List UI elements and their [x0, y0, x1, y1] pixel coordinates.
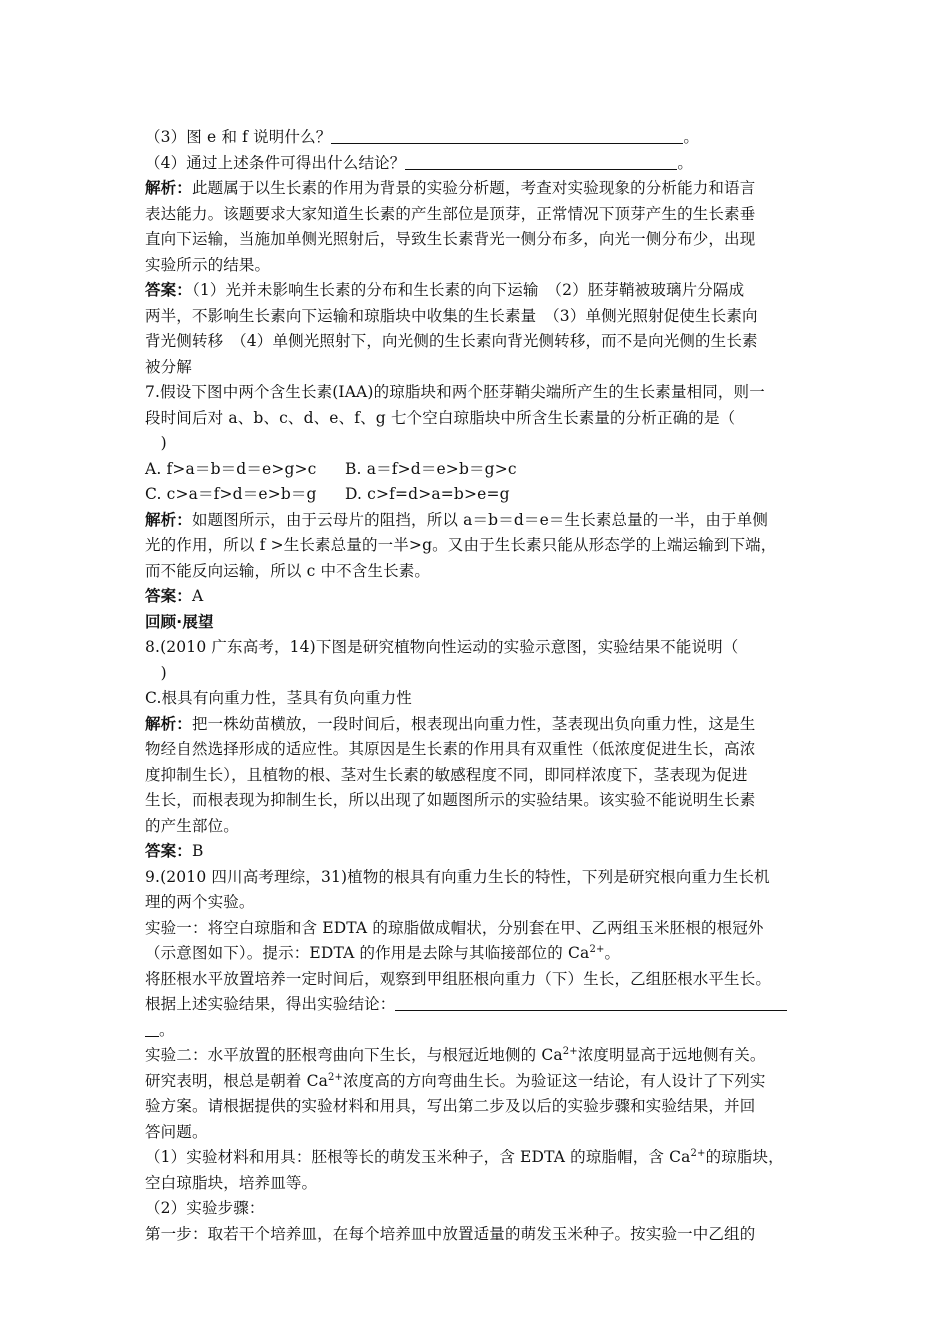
- answer-blank-3[interactable]: [331, 127, 683, 144]
- answer-label: 答案：: [145, 587, 192, 605]
- question-9-line: 9.(2010 四川高考理综，31)植物的根具有向重力生长的特性，下列是研究根向重力生长机: [145, 867, 770, 886]
- analysis-line: 度抑制生长），且植物的根、茎对生长素的敏感程度不同，即同样浓度下，茎表现为促进: [145, 765, 748, 784]
- question-8-option: C.根具有向重力性，茎具有负向重力性: [145, 689, 412, 707]
- answer-line: 被分解: [145, 357, 192, 376]
- question-8-line: 8.(2010 广东高考，14)下图是研究植物向性运动的实验示意图，实验结果不能说明（: [145, 638, 739, 656]
- question-4-line: （4）通过上述条件可得出什么结论？ 。: [145, 153, 694, 172]
- analysis-line: 光的作用，所以 f >生长素总量的一半>g。又由于生长素只能从形态学的上端运输到下端，: [145, 536, 777, 554]
- conclusion-blank-continued[interactable]: [145, 1020, 159, 1037]
- question-7-line: ): [145, 434, 167, 452]
- experiment-2-line: 验方案。请根据提供的实验材料和用具，写出第二步及以后的实验步骤和实验结果，并回: [145, 1097, 756, 1115]
- experiment-2-line: 答问题。: [145, 1122, 208, 1141]
- step-line: 第一步：取若干个培养皿，在每个培养皿中放置适量的萌发玉米种子。按实验一中乙组的: [145, 1224, 756, 1243]
- question-3-line: （3）图 e 和 f 说明什么？ 。: [145, 128, 700, 146]
- analysis-label: 解析：: [145, 179, 192, 197]
- answer-line: 答案：A: [145, 587, 204, 605]
- options-row: [145, 457, 813, 483]
- option-b[interactable]: B. a＝f>d＝e>b＝g>c: [345, 459, 517, 478]
- question-7-line: 段时间后对 a、b、c、d、e、f、g 七个空白琼脂块中所含生长素量的分析正确的是（: [145, 408, 736, 427]
- answer-line: 答案：（1）光并未影响生长素的分布和生长素的向下运输 （2）胚芽鞘被玻璃片分隔成: [145, 281, 745, 299]
- option-a[interactable]: A. f>a＝b＝d＝e>g>c: [145, 459, 317, 478]
- document-page: [145, 125, 813, 1247]
- analysis-line: 解析：把一株幼苗横放，一段时间后，根表现出向重力性，茎表现出负向重力性，这是生: [145, 714, 756, 733]
- materials-line: （1）实验材料和用具：胚根等长的萌发玉米种子，含 EDTA 的琼脂帽，含 $Ca^{2+}$的琼脂块，: [145, 1147, 784, 1166]
- question-4-text: （4）通过上述条件可得出什么结论？: [145, 153, 406, 172]
- analysis-line: 解析：此题属于以生长素的作用为背景的实验分析题，考查对实验现象的分析能力和语言: [145, 179, 756, 197]
- question-8-line: ): [145, 663, 167, 682]
- answer-label: 答案：: [145, 281, 192, 299]
- experiment-1-line: 。: [145, 1018, 813, 1044]
- question-3-text: （3）图 e 和 f 说明什么？: [145, 128, 332, 146]
- experiment-1-line: 将胚根水平放置培养一定时间后，观察到甲组胚根向重力（下）生长，乙组胚根水平生长。: [145, 969, 772, 988]
- analysis-line: 的产生部位。: [145, 816, 239, 835]
- steps-title: （2）实验步骤：: [145, 1199, 265, 1217]
- experiment-2-line: 实验二：水平放置的胚根弯曲向下生长，与根冠近地侧的 $Ca^{2+}$浓度明显高于远地侧有关。: [145, 1045, 766, 1064]
- analysis-line: 实验所示的结果。: [145, 255, 271, 274]
- analysis-line: 物经自然选择形成的适应性。其原因是生长素的作用具有双重性（低浓度促进生长，高浓: [145, 740, 756, 758]
- analysis-line: 而不能反向运输，所以 c 中不含生长素。: [145, 561, 431, 580]
- answer-line: 答案：B: [145, 842, 204, 860]
- option-c[interactable]: C. c>a＝f>d＝e>b＝g: [145, 485, 317, 503]
- section-heading: 回顾·展望: [145, 612, 214, 631]
- answer-line: 两半，不影响生长素向下运输和琼脂块中收集的生长素量 （3）单侧光照射促使生长素向: [145, 306, 758, 325]
- answer-label: 答案：: [145, 842, 192, 860]
- options-row: [145, 482, 813, 508]
- analysis-line: 直向下运输，当施加单侧光照射后，导致生长素背光一侧分布多，向光一侧分布少，出现: [145, 230, 756, 248]
- experiment-1-line: （示意图如下）。提示：EDTA 的作用是去除与其临接部位的 $Ca^{2+}$。: [145, 943, 621, 962]
- analysis-label: 解析：: [145, 714, 192, 733]
- experiment-1-line: 实验一：将空白琼脂和含 EDTA 的琼脂做成帽状，分别套在甲、乙两组玉米胚根的根冠外: [145, 918, 764, 937]
- analysis-line: 表达能力。该题要求大家知道生长素的产生部位是顶芽，正常情况下顶芽产生的生长素垂: [145, 204, 756, 223]
- option-d[interactable]: D. c>f=d>a=b>e=g: [345, 485, 510, 503]
- experiment-2-line: 研究表明，根总是朝着 $Ca^{2+}$浓度高的方向弯曲生长。为验证这一结论，有人设计了下列实: [145, 1071, 766, 1090]
- answer-blank-4[interactable]: [405, 153, 677, 170]
- experiment-1-line: 根据上述实验结果，得出实验结论：: [145, 992, 813, 1018]
- analysis-line: 解析：如题图所示，由于云母片的阻挡，所以 a＝b＝d＝e＝生长素总量的一半，由于单侧: [145, 510, 768, 529]
- materials-line: 空白琼脂块，培养皿等。: [145, 1173, 318, 1192]
- question-9-line: 理的两个实验。: [145, 893, 255, 911]
- conclusion-blank[interactable]: [395, 994, 787, 1011]
- analysis-line: 生长，而根表现为抑制生长，所以出现了如题图所示的实验结果。该实验不能说明生长素: [145, 791, 756, 809]
- question-7-line: 7.假设下图中两个含生长素(IAA)的琼脂块和两个胚芽鞘尖端所产生的生长素量相同，则一: [145, 383, 765, 401]
- analysis-label: 解析：: [145, 510, 192, 529]
- answer-line: 背光侧转移 （4）单侧光照射下，向光侧的生长素向背光侧转移，而不是向光侧的生长素: [145, 332, 758, 350]
